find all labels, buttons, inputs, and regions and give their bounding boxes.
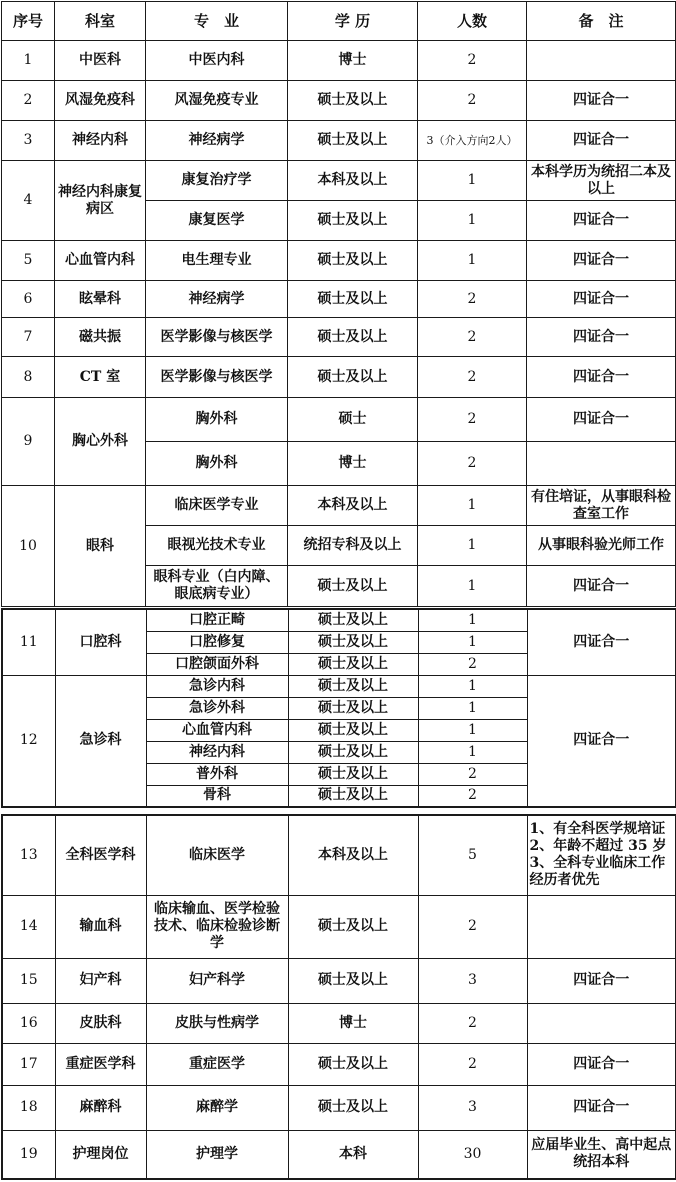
table-row — [2, 241, 676, 281]
cell-education: 硕士及以上 — [288, 609, 418, 631]
cell-count: 1 — [418, 675, 527, 697]
table-row — [2, 281, 676, 318]
cell-education: 硕士及以上 — [288, 121, 418, 161]
cell-education: 硕士及以上 — [288, 719, 418, 741]
cell-education: 统招专科及以上 — [288, 526, 418, 566]
cell-education: 硕士及以上 — [288, 785, 418, 807]
cell-dept: 胸心外科 — [55, 398, 146, 486]
table-row — [2, 398, 676, 442]
cell-note: 本科学历为统招二本及以上 — [527, 161, 676, 201]
cell-dept: 中医科 — [55, 41, 146, 81]
cell-major: 神经病学 — [146, 281, 288, 318]
cell-major: 康复治疗学 — [146, 161, 288, 201]
cell-no: 18 — [2, 1085, 55, 1130]
cell-dept: 皮肤科 — [55, 1003, 146, 1043]
table-row — [2, 1130, 676, 1179]
cell-no: 8 — [2, 357, 55, 398]
cell-note: 四证合一 — [527, 281, 676, 318]
cell-count: 2 — [418, 895, 527, 958]
cell-count: 1 — [418, 486, 527, 526]
cell-major: 电生理专业 — [146, 241, 288, 281]
cell-education: 硕士 — [288, 398, 418, 442]
cell-note: 四证合一 — [527, 81, 676, 121]
cell-no: 10 — [2, 486, 55, 607]
table-row — [2, 81, 676, 121]
header-major: 专 业 — [146, 2, 288, 41]
cell-count: 1 — [418, 566, 527, 607]
cell-note: 四证合一 — [527, 121, 676, 161]
cell-dept: 妇产科 — [55, 958, 146, 1003]
cell-major: 眼视光技术专业 — [146, 526, 288, 566]
cell-major: 医学影像与核医学 — [146, 318, 288, 357]
cell-education: 硕士及以上 — [288, 81, 418, 121]
cell-note: 应届毕业生、高中起点统招本科 — [527, 1130, 676, 1179]
table-row — [2, 675, 676, 697]
cell-major: 风湿免疫专业 — [146, 81, 288, 121]
cell-note: 四证合一 — [527, 609, 676, 675]
cell-note: 四证合一 — [527, 318, 676, 357]
table-row — [2, 41, 676, 81]
table-row — [2, 121, 676, 161]
cell-dept: 眼科 — [55, 486, 146, 607]
cell-dept: 输血科 — [55, 895, 146, 958]
cell-no: 3 — [2, 121, 55, 161]
cell-major: 临床医学 — [146, 815, 288, 895]
cell-note: 1、有全科医学规培证 2、年龄不超过 35 岁 3、全科专业临床工作经历者优先 — [527, 815, 676, 895]
cell-major: 胸外科 — [146, 398, 288, 442]
cell-count: 2 — [418, 398, 527, 442]
cell-dept: 全科医学科 — [55, 815, 146, 895]
cell-major: 骨科 — [146, 785, 288, 807]
cell-count: 2 — [418, 81, 527, 121]
cell-count: 2 — [418, 41, 527, 81]
cell-dept: 风湿免疫科 — [55, 81, 146, 121]
cell-note: 有住培证，从事眼科检查室工作 — [527, 486, 676, 526]
cell-education: 本科及以上 — [288, 815, 418, 895]
cell-count: 30 — [418, 1130, 527, 1179]
cell-count: 5 — [418, 815, 527, 895]
cell-major: 重症医学 — [146, 1043, 288, 1085]
cell-note: 四证合一 — [527, 398, 676, 442]
cell-dept: 心血管内科 — [55, 241, 146, 281]
cell-major: 妇产科学 — [146, 958, 288, 1003]
cell-major: 皮肤与性病学 — [146, 1003, 288, 1043]
cell-note — [527, 442, 676, 486]
cell-education: 硕士及以上 — [288, 201, 418, 241]
cell-major: 护理学 — [146, 1130, 288, 1179]
cell-major: 口腔颌面外科 — [146, 653, 288, 675]
cell-count: 2 — [418, 357, 527, 398]
cell-count: 1 — [418, 201, 527, 241]
cell-dept: 口腔科 — [55, 609, 146, 675]
table-row — [2, 895, 676, 958]
cell-count: 3 — [418, 1085, 527, 1130]
cell-count: 2 — [418, 653, 527, 675]
cell-no: 16 — [2, 1003, 55, 1043]
table-row — [2, 318, 676, 357]
table-header-row — [2, 2, 676, 41]
cell-education: 硕士及以上 — [288, 697, 418, 719]
header-no: 序号 — [2, 2, 55, 41]
cell-education: 本科及以上 — [288, 486, 418, 526]
cell-count: 2 — [418, 785, 527, 807]
cell-dept: 眩晕科 — [55, 281, 146, 318]
cell-no: 1 — [2, 41, 55, 81]
cell-major: 口腔正畸 — [146, 609, 288, 631]
cell-note: 四证合一 — [527, 241, 676, 281]
cell-no: 13 — [2, 815, 55, 895]
cell-education: 硕士及以上 — [288, 566, 418, 607]
cell-dept: 急诊科 — [55, 675, 146, 807]
cell-count: 1 — [418, 631, 527, 653]
cell-note: 四证合一 — [527, 357, 676, 398]
cell-education: 硕士及以上 — [288, 741, 418, 763]
table-row — [2, 1085, 676, 1130]
recruitment-table-part-2 — [1, 608, 676, 808]
cell-no: 14 — [2, 895, 55, 958]
cell-major: 心血管内科 — [146, 719, 288, 741]
cell-education: 硕士及以上 — [288, 958, 418, 1003]
table-row — [2, 486, 676, 526]
cell-major: 普外科 — [146, 763, 288, 785]
cell-count: 3（介入方向2人） — [418, 121, 527, 161]
cell-note: 四证合一 — [527, 201, 676, 241]
table-row — [2, 161, 676, 201]
cell-major: 眼科专业（白内障、眼底病专业） — [146, 566, 288, 607]
cell-count: 1 — [418, 526, 527, 566]
cell-count: 1 — [418, 161, 527, 201]
table-row — [2, 1003, 676, 1043]
header-education: 学 历 — [288, 2, 418, 41]
cell-count: 1 — [418, 241, 527, 281]
cell-education: 硕士及以上 — [288, 1085, 418, 1130]
cell-note: 四证合一 — [527, 958, 676, 1003]
cell-dept: 神经内科康复病区 — [55, 161, 146, 241]
cell-count: 1 — [418, 609, 527, 631]
cell-no: 2 — [2, 81, 55, 121]
cell-note — [527, 1003, 676, 1043]
recruitment-table-part-3 — [1, 814, 676, 1180]
cell-no: 12 — [2, 675, 55, 807]
cell-count: 1 — [418, 741, 527, 763]
cell-dept: 神经内科 — [55, 121, 146, 161]
cell-no: 19 — [2, 1130, 55, 1179]
cell-education: 博士 — [288, 1003, 418, 1043]
cell-dept: 护理岗位 — [55, 1130, 146, 1179]
cell-education: 硕士及以上 — [288, 675, 418, 697]
cell-education: 硕士及以上 — [288, 1043, 418, 1085]
cell-education: 本科及以上 — [288, 161, 418, 201]
cell-major: 急诊外科 — [146, 697, 288, 719]
cell-major: 胸外科 — [146, 442, 288, 486]
cell-dept: 麻醉科 — [55, 1085, 146, 1130]
cell-note — [527, 41, 676, 81]
cell-note: 四证合一 — [527, 1085, 676, 1130]
cell-count: 2 — [418, 763, 527, 785]
cell-note: 四证合一 — [527, 566, 676, 607]
recruitment-table-part-1 — [1, 1, 676, 607]
cell-note: 四证合一 — [527, 1043, 676, 1085]
cell-dept: CT 室 — [55, 357, 146, 398]
cell-count: 2 — [418, 318, 527, 357]
cell-education: 本科 — [288, 1130, 418, 1179]
cell-education: 硕士及以上 — [288, 653, 418, 675]
cell-education: 硕士及以上 — [288, 357, 418, 398]
header-count: 人数 — [418, 2, 527, 41]
cell-count: 2 — [418, 442, 527, 486]
cell-count: 3 — [418, 958, 527, 1003]
cell-note — [527, 895, 676, 958]
cell-major: 医学影像与核医学 — [146, 357, 288, 398]
table-row — [2, 1043, 676, 1085]
cell-no: 4 — [2, 161, 55, 241]
cell-education: 博士 — [288, 41, 418, 81]
cell-education: 硕士及以上 — [288, 895, 418, 958]
cell-note: 四证合一 — [527, 675, 676, 807]
cell-major: 神经病学 — [146, 121, 288, 161]
cell-no: 15 — [2, 958, 55, 1003]
cell-no: 17 — [2, 1043, 55, 1085]
cell-count: 2 — [418, 281, 527, 318]
cell-no: 7 — [2, 318, 55, 357]
table-row — [2, 958, 676, 1003]
cell-count: 1 — [418, 697, 527, 719]
cell-education: 硕士及以上 — [288, 763, 418, 785]
cell-no: 6 — [2, 281, 55, 318]
cell-count: 2 — [418, 1003, 527, 1043]
header-dept: 科室 — [55, 2, 146, 41]
cell-dept: 重症医学科 — [55, 1043, 146, 1085]
table-row — [2, 357, 676, 398]
cell-major: 中医内科 — [146, 41, 288, 81]
cell-count: 1 — [418, 719, 527, 741]
cell-no: 5 — [2, 241, 55, 281]
cell-education: 硕士及以上 — [288, 631, 418, 653]
cell-dept: 磁共振 — [55, 318, 146, 357]
cell-count: 2 — [418, 1043, 527, 1085]
header-note: 备 注 — [527, 2, 676, 41]
cell-no: 9 — [2, 398, 55, 486]
cell-education: 博士 — [288, 442, 418, 486]
cell-major: 麻醉学 — [146, 1085, 288, 1130]
cell-no: 11 — [2, 609, 55, 675]
cell-note: 从事眼科验光师工作 — [527, 526, 676, 566]
cell-education: 硕士及以上 — [288, 241, 418, 281]
cell-major: 临床输血、医学检验技术、临床检验诊断学 — [146, 895, 288, 958]
cell-major: 临床医学专业 — [146, 486, 288, 526]
cell-major: 康复医学 — [146, 201, 288, 241]
cell-education: 硕士及以上 — [288, 281, 418, 318]
cell-major: 神经内科 — [146, 741, 288, 763]
cell-major: 口腔修复 — [146, 631, 288, 653]
cell-major: 急诊内科 — [146, 675, 288, 697]
table-row — [2, 815, 676, 895]
table-row — [2, 609, 676, 631]
cell-education: 硕士及以上 — [288, 318, 418, 357]
